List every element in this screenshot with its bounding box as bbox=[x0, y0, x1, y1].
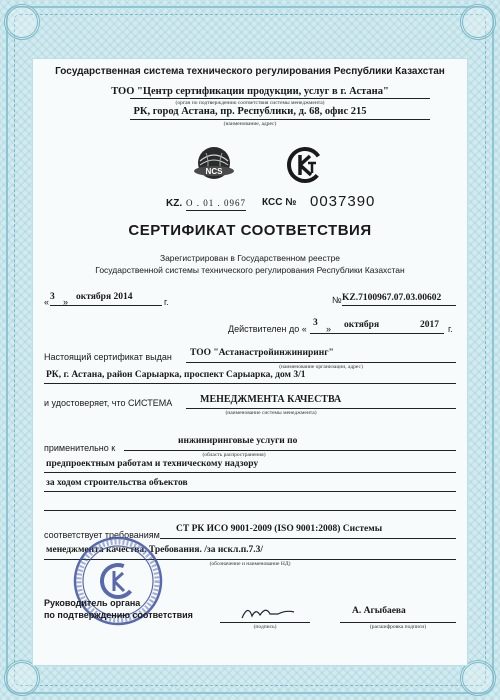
kz-conformity-mark-icon bbox=[286, 145, 324, 185]
valid-label: Действителен до « bbox=[228, 324, 307, 334]
scope-caption: (область распространения) bbox=[202, 452, 266, 458]
issue-day: 3 bbox=[50, 292, 55, 302]
registration-line-2: Государственной системы технического регулирования Республики Казахстан bbox=[95, 265, 405, 275]
issue-month-year: октября 2014 bbox=[76, 292, 133, 302]
signatory-label-2: по подтверждению соответствия bbox=[44, 610, 193, 620]
standard-line-1: СТ РК ИСО 9001-2009 (ISO 9001:2008) Системы bbox=[176, 524, 383, 534]
body-caption: (орган по подтверждению соответствия системы менеджмента) bbox=[175, 100, 325, 106]
issue-open-quote: « bbox=[44, 297, 50, 307]
system-title: Государственная система технического регулирования Республики Казахстан bbox=[55, 66, 445, 77]
address-caption: (наименование, адрес) bbox=[223, 121, 277, 127]
registration-line-1: Зарегистрирован в Государственном реестре bbox=[159, 253, 341, 263]
reg-number: KZ.7100967.07.03.00602 bbox=[342, 293, 442, 303]
kz-code: О . 01 . 0967 bbox=[186, 198, 246, 208]
system-label: и удостоверяет, что СИСТЕМА bbox=[44, 398, 173, 408]
valid-day: 3 bbox=[313, 318, 318, 328]
issue-close-quote: » bbox=[63, 297, 69, 307]
name-caption: (расшифровка подписи) bbox=[369, 624, 427, 630]
corner-ornament bbox=[4, 4, 40, 40]
system-caption: (наименование системы менеджмента) bbox=[225, 410, 317, 416]
valid-month: октября bbox=[344, 320, 380, 330]
valid-suffix: г. bbox=[448, 324, 453, 334]
standard-label: соответствует требованиям bbox=[44, 530, 160, 540]
holder-name: ТОО "Астанастройинжиниринг" bbox=[190, 348, 334, 358]
signatory-name: А. Агыбаева bbox=[352, 606, 406, 616]
corner-ornament bbox=[460, 4, 496, 40]
scope-label: применительно к bbox=[44, 443, 116, 453]
scope-line-3: за ходом строительства объектов bbox=[46, 478, 188, 488]
standard-caption: (обозначение и наименование НД) bbox=[209, 561, 291, 567]
signatory-label-1: Руководитель органа bbox=[44, 598, 141, 608]
svg-text:NCS: NCS bbox=[205, 167, 223, 176]
handwritten-signature bbox=[238, 600, 298, 624]
body-address: РК, город Астана, пр. Республики, д. 68, офис 215 bbox=[133, 106, 367, 117]
kss-label: КСС № bbox=[262, 197, 297, 208]
holder-caption: (наименование организации, адрес) bbox=[279, 364, 363, 370]
system-value: МЕНЕДЖМЕНТА КАЧЕСТВА bbox=[200, 394, 342, 405]
holder-label: Настоящий сертификат выдан bbox=[44, 352, 172, 362]
kz-label: KZ. bbox=[166, 198, 183, 209]
signature-caption: (подпись) bbox=[253, 624, 277, 630]
certificate-title: СЕРТИФИКАТ СООТВЕТСТВИЯ bbox=[128, 222, 372, 239]
standard-line-2: менеджмента качества. Требования. /за искл.п.7.3/ bbox=[46, 545, 264, 555]
issue-suffix: г. bbox=[164, 297, 169, 307]
valid-close-quote: » bbox=[326, 324, 332, 334]
valid-year: 2017 bbox=[420, 320, 439, 330]
holder-address: РК, г. Астана, район Сарыарка, проспект Сарыарка, дом 3/1 bbox=[46, 370, 306, 380]
kss-number: 0037390 bbox=[310, 193, 376, 210]
reg-number-label: № bbox=[332, 295, 342, 305]
scope-line-1: инжиниринговые услуги по bbox=[178, 436, 298, 446]
ncs-logo-icon bbox=[192, 145, 236, 185]
certification-body-name: ТОО "Центр сертификации продукции, услуг в г. Астана" bbox=[111, 86, 389, 97]
scope-line-2: предпроектным работам и техническому надзору bbox=[46, 459, 259, 469]
